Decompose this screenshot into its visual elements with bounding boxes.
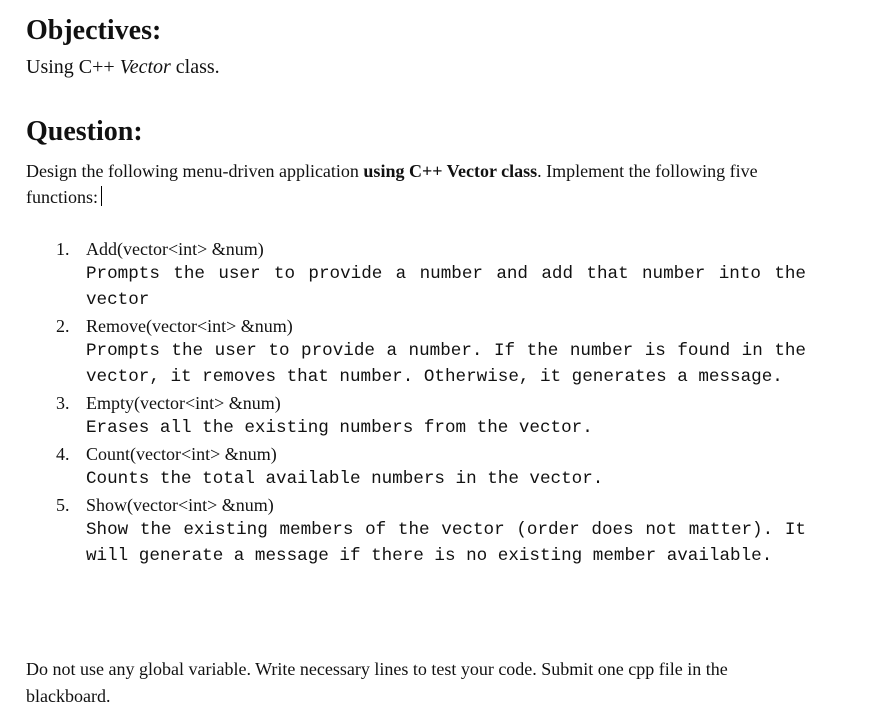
objectives-text-italic: Vector xyxy=(119,56,171,78)
function-item-remove xyxy=(26,314,816,390)
function-item-add xyxy=(26,237,816,313)
function-description: Counts the total available numbers in the vector. xyxy=(86,469,604,489)
function-signature: Remove(vector<int> &num) xyxy=(86,316,293,336)
function-signature: Empty(vector<int> &num) xyxy=(86,393,281,413)
question-heading: Question: xyxy=(26,116,143,147)
objectives-text-prefix: Using C++ xyxy=(26,56,120,78)
function-signature: Show(vector<int> &num) xyxy=(86,495,274,515)
text-cursor xyxy=(101,186,102,206)
function-description: Erases all the existing numbers from the vector. xyxy=(86,418,593,438)
question-text-suffix: . Implement the following five functions: xyxy=(26,161,758,207)
function-item-count xyxy=(26,442,816,492)
question-text-prefix: Design the following menu-driven application xyxy=(26,161,364,181)
function-number: 2. xyxy=(56,316,70,336)
function-signature: Add(vector<int> &num) xyxy=(86,239,264,259)
question-text-bold: using C++ Vector class xyxy=(363,161,538,181)
objectives-text xyxy=(26,55,220,79)
footer-instructions: Do not use any global variable. Write necessary lines to test your code. Submit one cpp file in the blackboard. xyxy=(26,659,728,706)
objectives-heading: Objectives: xyxy=(26,15,162,46)
function-description: Prompts the user to provide a number and add that number into the vector xyxy=(86,264,806,310)
function-description: Prompts the user to provide a number. If the number is found in the vector, it removes that number. Otherwise, it generates a message. xyxy=(86,341,806,387)
function-number: 4. xyxy=(56,444,70,464)
function-number: 3. xyxy=(56,393,70,413)
function-list xyxy=(26,237,816,570)
function-number: 1. xyxy=(56,239,70,259)
function-number: 5. xyxy=(56,495,70,515)
function-signature: Count(vector<int> &num) xyxy=(86,444,277,464)
function-description: Show the existing members of the vector (order does not matter). It will generate a message if there is no existing member available. xyxy=(86,520,806,566)
objectives-text-suffix: class. xyxy=(170,56,220,78)
question-text[interactable] xyxy=(26,158,816,210)
function-item-show xyxy=(26,493,816,569)
function-item-empty xyxy=(26,391,816,441)
